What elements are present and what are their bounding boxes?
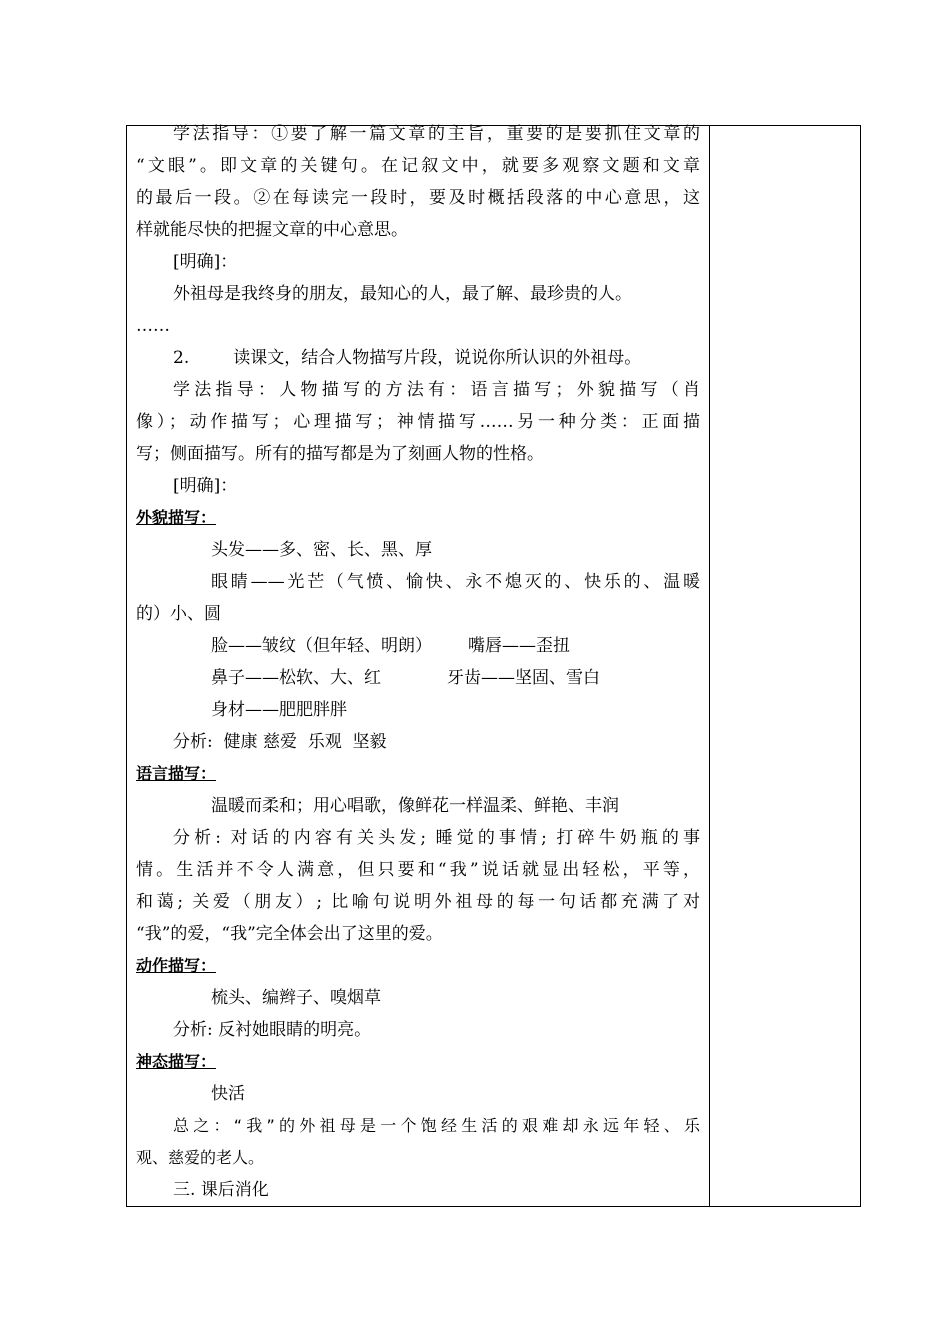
text-line: 外祖母是我终身的朋友，最知心的人，最了解、最珍贵的人。 [173, 284, 632, 304]
text-line: “我”的爱，“我”完全体会出了这里的爱。 [136, 924, 443, 944]
summary-line: 观、慈爱的老人。 [136, 1148, 265, 1167]
text-line: 身材——肥肥胖胖 [211, 700, 347, 720]
table-column-divider [709, 125, 710, 1207]
text-line: 像）；动作描写；心理描写；神情描写……另一种分类：正面描 [136, 412, 700, 432]
text-line: 和蔼; 关爱（朋友）; 比喻句说明外祖母的每一句话都充满了对 [136, 892, 700, 912]
heading-action: 动作描写： [136, 956, 217, 975]
text-line: 的最后一段。②在每读完一段时，要及时概括段落的中心意思，这 [136, 188, 700, 208]
text-line: “文眼”。即文章的关键句。在记叙文中，就要多观察文题和文章 [136, 156, 700, 176]
text-line: 样就能尽快的把握文章的中心意思。 [136, 220, 408, 240]
text-line: 温暖而柔和；用心唱歌，像鲜花一样温柔、鲜艳、丰润 [211, 796, 619, 816]
text-line: 梳头、编辫子、嗅烟草 [211, 988, 381, 1008]
heading-speech: 语言描写： [136, 764, 217, 783]
text-segment: 鼻子——松软、大、红 [211, 668, 381, 688]
text-line: 眼睛——光芒（气愤、愉快、永不熄灭的、快乐的、温暖 [211, 572, 700, 592]
text-line: [明确]： [173, 252, 238, 272]
section-title: 三. 课后消化 [173, 1180, 269, 1200]
text-line: 情。生活并不令人满意，但只要和“我”说话就显出轻松，平等， [136, 860, 700, 880]
text-line: 分析: 健康 慈爱 乐观 坚毅 [173, 732, 387, 752]
text-segment: 脸——皱纹（但年轻、明朗） [211, 636, 432, 656]
section-heading [136, 758, 700, 790]
item-text: 读课文，结合人物描写片段，说说你所认识的外祖母。 [233, 348, 642, 368]
section-heading [136, 1046, 700, 1078]
lesson-content [136, 118, 700, 1206]
text-line: 快活 [211, 1084, 245, 1104]
text-line: 学法指导：①要了解一篇文章的主旨，重要的是要抓住文章的 [173, 124, 700, 144]
heading-appearance: 外貌描写： [136, 508, 217, 527]
text-line: 学法指导：人物描写的方法有：语言描写；外貌描写（肖 [173, 380, 700, 400]
section-heading [136, 502, 700, 534]
text-line: …… [136, 316, 170, 336]
text-line [136, 342, 700, 374]
text-line: 分析: 反衬她眼睛的明亮。 [173, 1020, 372, 1040]
text-segment: 嘴唇——歪扭 [468, 636, 570, 656]
text-line [136, 630, 700, 662]
text-line [136, 662, 700, 694]
text-line: 头发——多、密、长、黑、厚 [211, 540, 432, 560]
item-number: 2. [173, 348, 190, 368]
text-line: 分析: 对话的内容有关头发; 睡觉的事情; 打碎牛奶瓶的事 [173, 828, 700, 848]
section-heading [136, 950, 700, 982]
text-segment: 牙齿——坚固、雪白 [447, 668, 600, 688]
text-line: 写；侧面描写。所有的描写都是为了刻画人物的性格。 [136, 444, 544, 464]
summary-line: 总之：“我”的外祖母是一个饱经生活的艰难却永远年轻、乐 [173, 1116, 700, 1135]
text-line: [明确]： [173, 476, 238, 496]
text-line: 的）小、圆 [136, 604, 221, 624]
heading-expression: 神态描写： [136, 1052, 217, 1071]
